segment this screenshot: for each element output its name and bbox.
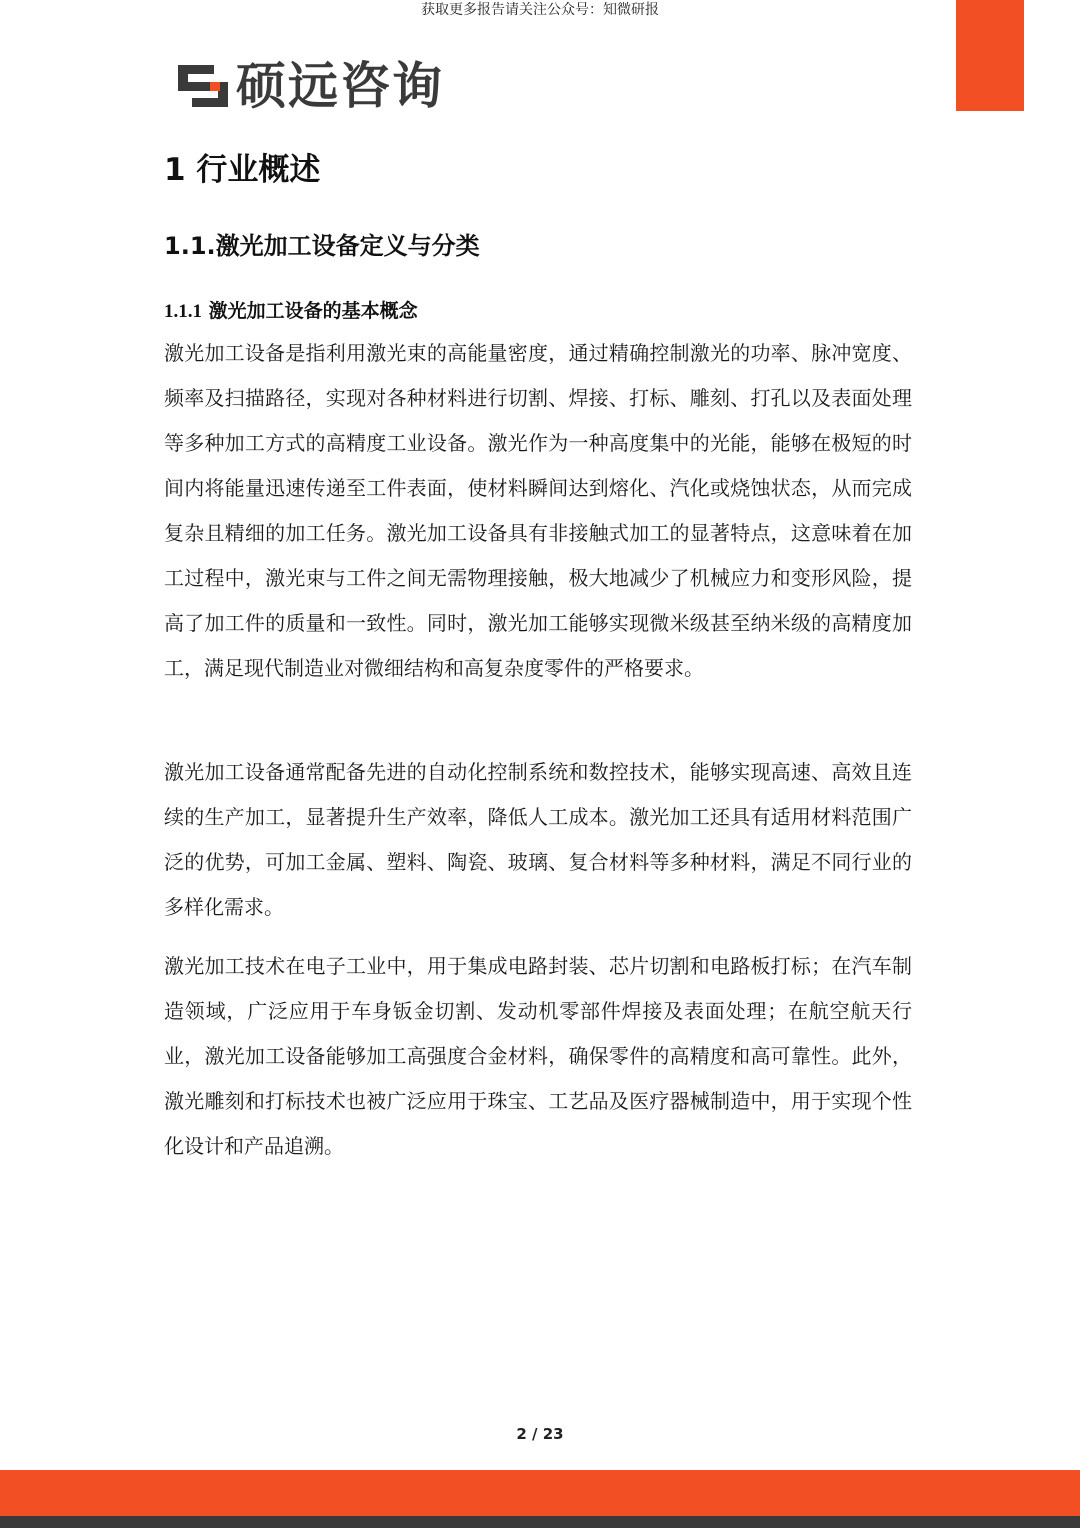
subsubsection-title: 激光加工设备的基本概念 xyxy=(202,300,418,322)
body-paragraph: 激光加工设备通常配备先进的自动化控制系统和数控技术，能够实现高速、高效且连续的生产加工，显著提升生产效率，降低人工成本。激光加工还具有适用材料范围广泛的优势，可加工金属、塑料、陶瓷、玻璃、复合材料等多种材料，满足不同行业的多样化需求。 xyxy=(164,760,912,919)
subsubsection-heading xyxy=(164,296,418,327)
header-notice: 获取更多报告请关注公众号：知微研报 xyxy=(421,2,659,18)
logo-accent xyxy=(210,82,220,91)
subsection-heading: 1.1.激光加工设备定义与分类 xyxy=(164,232,480,260)
footer-accent-bar xyxy=(0,1470,1080,1516)
accent-block xyxy=(956,0,1024,111)
section-heading: 1 行业概述 xyxy=(164,152,321,188)
page-number: 2 / 23 xyxy=(516,1425,564,1443)
footer-dark-line xyxy=(0,1516,1080,1528)
brand-logo xyxy=(176,56,444,116)
body-paragraph: 激光加工设备是指利用激光束的高能量密度，通过精确控制激光的功率、脉冲宽度、频率及扫描路径，实现对各种材料进行切割、焊接、打标、雕刻、打孔以及表面处理等多种加工方式的高精度工业设备。激光作为一种高度集中的光能，能够在极短的时间内将能量迅速传递至工件表面，使材料瞬间达到熔化、汽化或烧蚀状态，从而完成复杂且精细的加工任务。激光加工设备具有非接触式加工的显著特点，这意味着在加工过程中，激光束与工件之间无需物理接触，极大地减少了机械应力和变形风险，提高了加工件的质量和一致性。同时，激光加工能够实现微米级甚至纳米级的高精度加工，满足现代制造业对微细结构和高复杂度零件的严格要求。 xyxy=(164,341,912,680)
body-paragraph: 激光加工技术在电子工业中，用于集成电路封装、芯片切割和电路板打标；在汽车制造领域，广泛应用于车身钣金切割、发动机零部件焊接及表面处理；在航空航天行业，激光加工设备能够加工高强度合金材料，确保零件的高精度和高可靠性。此外，激光雕刻和打标技术也被广泛应用于珠宝、工艺品及医疗器械制造中，用于实现个性化设计和产品追溯。 xyxy=(164,954,912,1158)
logo-text: 硕远咨询 xyxy=(236,57,444,115)
s-logo-mark-icon xyxy=(176,63,230,109)
subsubsection-number: 1.1.1 xyxy=(164,301,202,322)
